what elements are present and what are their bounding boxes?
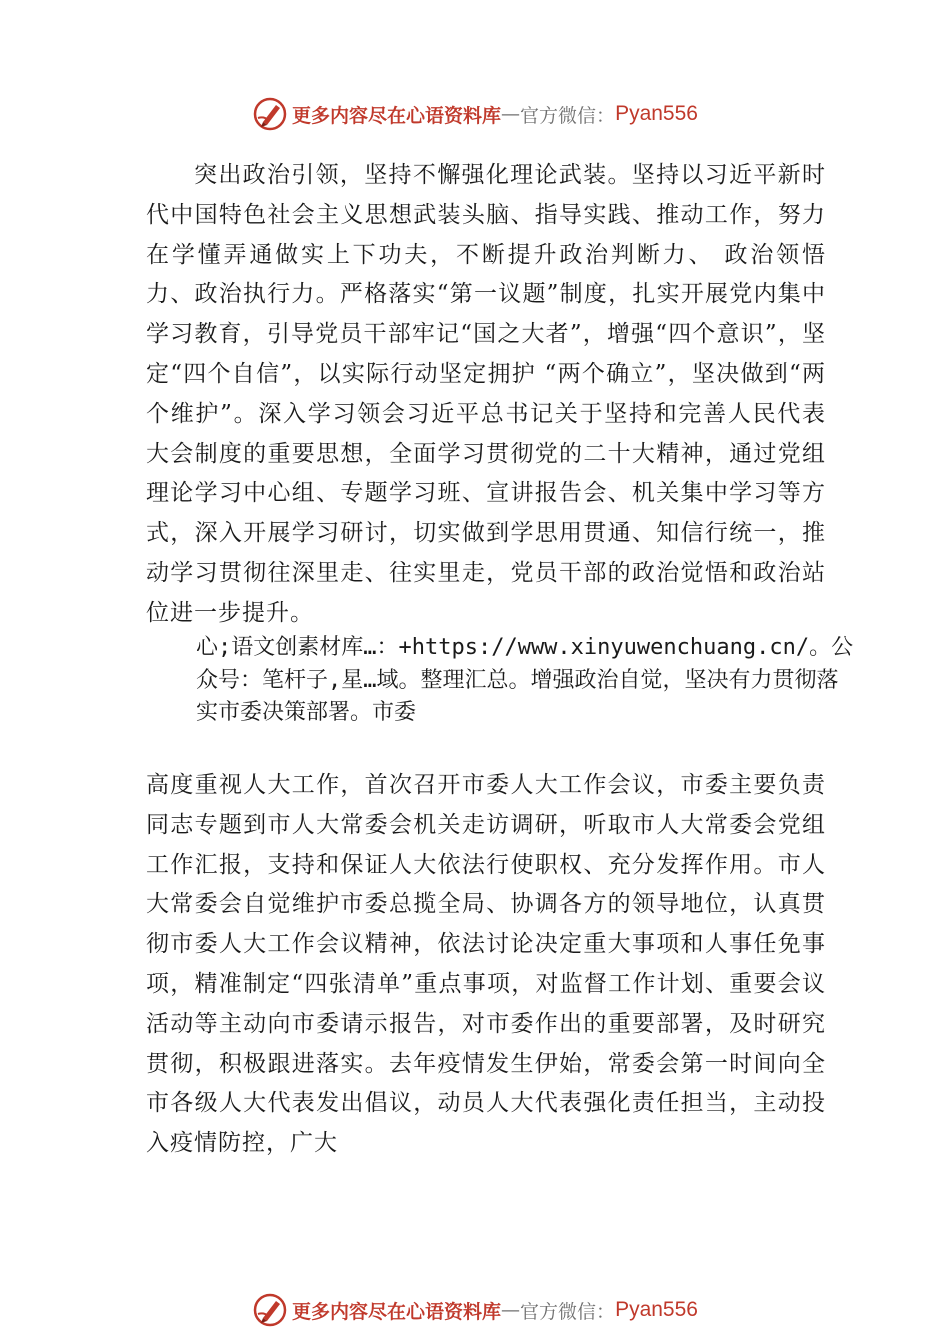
banner-title: 更多内容尽在心语资料库 [292,104,502,127]
pen-logo-icon [252,1292,288,1328]
paragraph-npc-work: 高度重视人大工作，首次召开市委人大工作会议，市委主要负责同志专题到市人大常委会机关走访调研，听取市人大常委会党组工作汇报，支持和保证人大依法行使职权、充分发挥作用。市人大常委会自觉维护市委总揽全局、协调各方的领导地位，认真贯彻市委人大工作会议精神，依法讨论决定重大事项和人事任免事项，精准制定“四张清单”重点事项，对监督工作计划、重要会议活动等主动向市委请示报告，对市委作出的重要部署，及时研究贯彻，积极跟进落实。去年疫情发生伊始，常委会第一时间向全市各级人大代表发出倡议，动员人大代表强化责任担当，主动投入疫情防控，广大 [146,772,826,1157]
banner-title: 更多内容尽在心语资料库 [292,1300,502,1323]
paragraph-political-leadership: 突出政治引领，坚持不懈强化理论武装。坚持以习近平新时代中国特色社会主义思想武装头脑、指导实践、推动工作，努力在学懂弄通做实上下功夫，不断提升政治判断力、 政治领悟力、政治执行力。严格落实“第一议题”制度，扎实开展党内集中学习教育，引导党员干部牢记“国之大者”，增强“四个意识”，坚定“四个自信”，以实际行动坚定拥护 “两个确立”，坚决做到“两个维护”。深入学习领会习近平总书记关于坚持和完善人民代表大会制度的重要思想，全面学习贯彻党的二十大精神，通过党组理论学习中心组、专题学习班、宣讲报告会、机关集中学习等方式，深入开展学习研讨，切实做到学思用贯通、知信行统一，推动学习贯彻往深里走、往实里走，党员干部的政治觉悟和政治站位进一步提升。 [146,162,826,626]
banner-wechat-label: 官方微信： [520,1300,616,1323]
banner-dash: — [501,103,521,125]
pen-logo-icon [252,96,288,132]
banner-wechat-id: Pyan556 [615,1298,698,1321]
header-banner [0,94,950,134]
banner-wechat-id: Pyan556 [615,102,698,125]
inserted-source-note: 心;语文创素材库…：+https://www.xinyuwenchuang.cn/。公众号：笔杆子,星…域。整理汇总。增强政治自觉，坚决有力贯彻落实市委决策部署。市委 [196,635,854,725]
banner-wechat-label: 官方微信： [520,104,616,127]
banner-dash: — [501,1299,521,1321]
footer-banner [0,1290,950,1330]
